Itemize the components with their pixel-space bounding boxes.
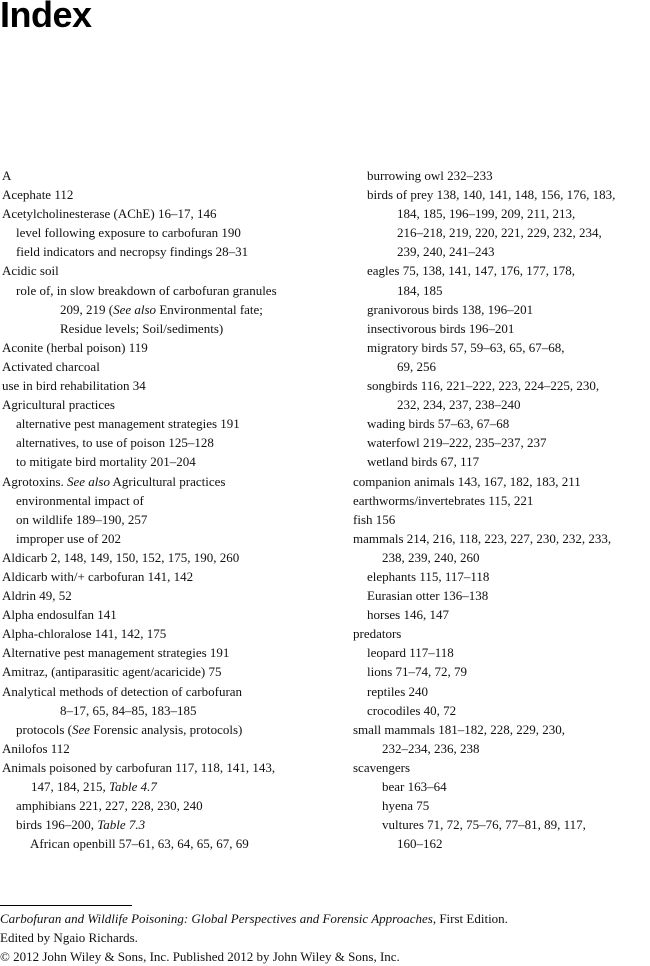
index-text: vultures 71, 72, 75–76, 77–81, 89, 117, bbox=[382, 817, 586, 833]
index-text: horses 146, 147 bbox=[367, 607, 449, 623]
index-text: predators bbox=[353, 626, 402, 642]
index-line bbox=[353, 261, 650, 280]
index-line bbox=[353, 739, 650, 758]
index-line bbox=[353, 510, 650, 529]
index-line bbox=[353, 586, 650, 605]
index-line bbox=[2, 204, 342, 223]
index-line bbox=[353, 701, 650, 720]
index-text: 232–234, 236, 238 bbox=[382, 740, 480, 756]
index-text: crocodiles 40, 72 bbox=[367, 702, 457, 718]
index-line bbox=[353, 300, 650, 319]
index-line bbox=[353, 376, 650, 395]
index-text: role of, in slow breakdown of carbofuran granules bbox=[16, 282, 277, 298]
index-text: 238, 239, 240, 260 bbox=[382, 549, 480, 565]
index-line bbox=[353, 777, 650, 796]
index-line bbox=[2, 662, 342, 681]
index-text: to mitigate bird mortality 201–204 bbox=[16, 454, 196, 470]
index-italic-text: See bbox=[71, 721, 91, 737]
index-text: Aldrin 49, 52 bbox=[2, 588, 72, 604]
index-line bbox=[353, 605, 650, 624]
index-line bbox=[2, 300, 342, 319]
index-line bbox=[2, 548, 342, 567]
index-line bbox=[353, 834, 650, 853]
index-text: 69, 256 bbox=[397, 358, 436, 374]
index-line bbox=[2, 682, 342, 701]
index-italic-text: Table 7.3 bbox=[97, 817, 146, 833]
index-text: Aconite (herbal poison) 119 bbox=[2, 339, 148, 355]
index-line bbox=[353, 223, 650, 242]
index-text: use in bird rehabilitation 34 bbox=[2, 378, 146, 394]
index-line bbox=[2, 166, 342, 185]
index-line bbox=[2, 777, 342, 796]
index-text: Aldicarb 2, 148, 149, 150, 152, 175, 190, 260 bbox=[2, 549, 240, 565]
index-italic-text: Table 4.7 bbox=[109, 779, 157, 794]
index-line bbox=[2, 796, 342, 815]
index-text: birds 196–200, bbox=[16, 817, 98, 833]
index-text: Eurasian otter 136–138 bbox=[367, 588, 489, 604]
index-line bbox=[2, 223, 342, 242]
index-text: Aldicarb with/+ carbofuran 141, 142 bbox=[2, 568, 194, 584]
index-text: Anilofos 112 bbox=[2, 740, 70, 756]
index-line bbox=[2, 319, 342, 338]
index-text: lions 71–74, 72, 79 bbox=[367, 664, 468, 680]
index-line bbox=[2, 452, 342, 471]
index-line bbox=[353, 452, 650, 471]
index-text: Amitraz, (antiparasitic agent/acaricide) 75 bbox=[2, 664, 222, 680]
index-line bbox=[2, 414, 342, 433]
index-line bbox=[353, 643, 650, 662]
index-line bbox=[2, 586, 342, 605]
index-line bbox=[2, 376, 342, 395]
index-text: Acidic soil bbox=[2, 263, 59, 279]
index-text: burrowing owl 232–233 bbox=[367, 168, 493, 183]
index-line bbox=[2, 472, 342, 491]
index-line bbox=[353, 242, 650, 261]
index-line bbox=[2, 242, 342, 261]
index-line bbox=[2, 720, 342, 739]
index-text: small mammals 181–182, 228, 229, 230, bbox=[353, 721, 565, 737]
index-line bbox=[353, 338, 650, 357]
copyright-line: © 2012 John Wiley & Sons, Inc. Published 2012 by John Wiley & Sons, Inc. bbox=[0, 949, 400, 964]
footnote-rule bbox=[0, 905, 132, 906]
index-text: improper use of 202 bbox=[16, 530, 122, 546]
index-text: Agrotoxins. bbox=[2, 473, 67, 489]
index-text: Agricultural practices bbox=[109, 473, 226, 489]
index-line bbox=[353, 433, 650, 452]
index-text: 184, 185, 196–199, 209, 211, 213, bbox=[397, 206, 576, 222]
index-text: leopard 117–118 bbox=[367, 645, 454, 661]
index-text: bear 163–64 bbox=[382, 779, 447, 794]
index-line bbox=[2, 758, 342, 777]
index-column-right bbox=[353, 166, 650, 853]
index-line bbox=[353, 414, 650, 433]
index-text: mammals 214, 216, 118, 223, 227, 230, 232, 233, bbox=[353, 530, 612, 546]
index-line bbox=[2, 433, 342, 452]
index-text: Alternative pest management strategies 191 bbox=[2, 645, 230, 661]
index-line bbox=[353, 185, 650, 204]
index-text: Environmental fate; bbox=[156, 301, 263, 317]
copyright-footer bbox=[0, 909, 508, 966]
index-column-left bbox=[2, 166, 342, 853]
index-text: 184, 185 bbox=[397, 282, 443, 298]
index-text: insectivorous birds 196–201 bbox=[367, 320, 515, 336]
index-text: African openbill 57–61, 63, 64, 65, 67, 69 bbox=[30, 836, 249, 852]
index-text: Agricultural practices bbox=[2, 397, 115, 413]
index-text: scavengers bbox=[353, 759, 411, 775]
index-line bbox=[2, 510, 342, 529]
index-line bbox=[353, 662, 650, 681]
index-text: Forensic analysis, protocols) bbox=[90, 721, 243, 737]
index-text: alternative pest management strategies 191 bbox=[16, 416, 240, 432]
index-text: songbirds 116, 221–222, 223, 224–225, 230, bbox=[367, 378, 600, 394]
index-text: eagles 75, 138, 141, 147, 176, 177, 178, bbox=[367, 263, 575, 279]
index-text: migratory birds 57, 59–63, 65, 67–68, bbox=[367, 339, 565, 355]
index-italic-text: See also bbox=[113, 301, 157, 317]
index-line bbox=[2, 261, 342, 280]
index-line bbox=[353, 758, 650, 777]
page-title: Index bbox=[0, 0, 92, 35]
index-text: wetland birds 67, 117 bbox=[367, 454, 480, 470]
index-line bbox=[2, 338, 342, 357]
index-text: on wildlife 189–190, 257 bbox=[16, 511, 148, 527]
index-line bbox=[353, 720, 650, 739]
index-line bbox=[2, 281, 342, 300]
edition-text: , First Edition. bbox=[432, 911, 508, 926]
index-line bbox=[2, 624, 342, 643]
index-text: alternatives, to use of poison 125–128 bbox=[16, 435, 214, 451]
index-line bbox=[2, 739, 342, 758]
index-line bbox=[353, 548, 650, 567]
index-text: 147, 184, 215, bbox=[31, 779, 109, 794]
index-line bbox=[353, 796, 650, 815]
index-line bbox=[2, 357, 342, 376]
index-line bbox=[2, 395, 342, 414]
index-text: 239, 240, 241–243 bbox=[397, 244, 495, 260]
index-line bbox=[353, 567, 650, 586]
index-line bbox=[2, 529, 342, 548]
index-text: field indicators and necropsy findings 28–31 bbox=[16, 244, 249, 260]
index-text: 216–218, 219, 220, 221, 229, 232, 234, bbox=[397, 225, 602, 241]
index-text: waterfowl 219–222, 235–237, 237 bbox=[367, 435, 547, 451]
index-line bbox=[353, 166, 650, 185]
book-citation-line bbox=[0, 909, 508, 928]
index-line bbox=[353, 682, 650, 701]
index-text: birds of prey 138, 140, 141, 148, 156, 176, 183, bbox=[367, 187, 616, 203]
index-text: Residue levels; Soil/sediments) bbox=[60, 320, 224, 336]
index-text: Analytical methods of detection of carbofuran bbox=[2, 683, 243, 699]
index-text: environmental impact of bbox=[16, 492, 144, 508]
index-text: protocols ( bbox=[16, 721, 72, 737]
editor-line: Edited by Ngaio Richards. bbox=[0, 930, 138, 945]
index-text: 8–17, 65, 84–85, 183–185 bbox=[60, 702, 197, 718]
index-text: hyena 75 bbox=[382, 798, 430, 814]
index-line bbox=[353, 491, 650, 510]
index-text: 232, 234, 237, 238–240 bbox=[397, 397, 521, 413]
index-line bbox=[2, 834, 342, 853]
index-text: Alpha endosulfan 141 bbox=[2, 607, 117, 623]
index-line bbox=[353, 281, 650, 300]
index-line bbox=[353, 319, 650, 338]
index-line bbox=[2, 185, 342, 204]
index-line bbox=[353, 472, 650, 491]
index-text: reptiles 240 bbox=[367, 683, 429, 699]
index-text: fish 156 bbox=[353, 511, 396, 527]
index-line bbox=[353, 357, 650, 376]
index-text: level following exposure to carbofuran 190 bbox=[16, 225, 241, 241]
index-text: 209, 219 ( bbox=[60, 301, 114, 317]
index-line bbox=[353, 815, 650, 834]
index-line bbox=[353, 529, 650, 548]
index-line bbox=[2, 491, 342, 510]
index-text: Acephate 112 bbox=[2, 187, 74, 203]
index-line bbox=[2, 643, 342, 662]
index-text: Acetylcholinesterase (AChE) 16–17, 146 bbox=[2, 206, 217, 222]
index-text: 160–162 bbox=[397, 836, 443, 852]
index-text: companion animals 143, 167, 182, 183, 211 bbox=[353, 473, 581, 489]
index-text: earthworms/invertebrates 115, 221 bbox=[353, 492, 534, 508]
index-italic-text: See also bbox=[67, 473, 110, 489]
index-line bbox=[2, 815, 342, 834]
index-text: Alpha-chloralose 141, 142, 175 bbox=[2, 626, 167, 642]
index-line bbox=[353, 395, 650, 414]
book-title: Carbofuran and Wildlife Poisoning: Global Perspectives and Forensic Approaches bbox=[0, 911, 433, 926]
index-text: granivorous birds 138, 196–201 bbox=[367, 301, 534, 317]
index-line bbox=[2, 701, 342, 720]
index-text: elephants 115, 117–118 bbox=[367, 568, 490, 584]
index-line bbox=[353, 624, 650, 643]
index-text: Activated charcoal bbox=[2, 358, 100, 374]
index-text: Animals poisoned by carbofuran 117, 118, 141, 143, bbox=[2, 759, 276, 775]
index-line bbox=[2, 605, 342, 624]
index-line bbox=[353, 204, 650, 223]
index-line bbox=[2, 567, 342, 586]
index-text: A bbox=[2, 168, 12, 183]
index-text: wading birds 57–63, 67–68 bbox=[367, 416, 510, 432]
index-text: amphibians 221, 227, 228, 230, 240 bbox=[16, 798, 203, 814]
